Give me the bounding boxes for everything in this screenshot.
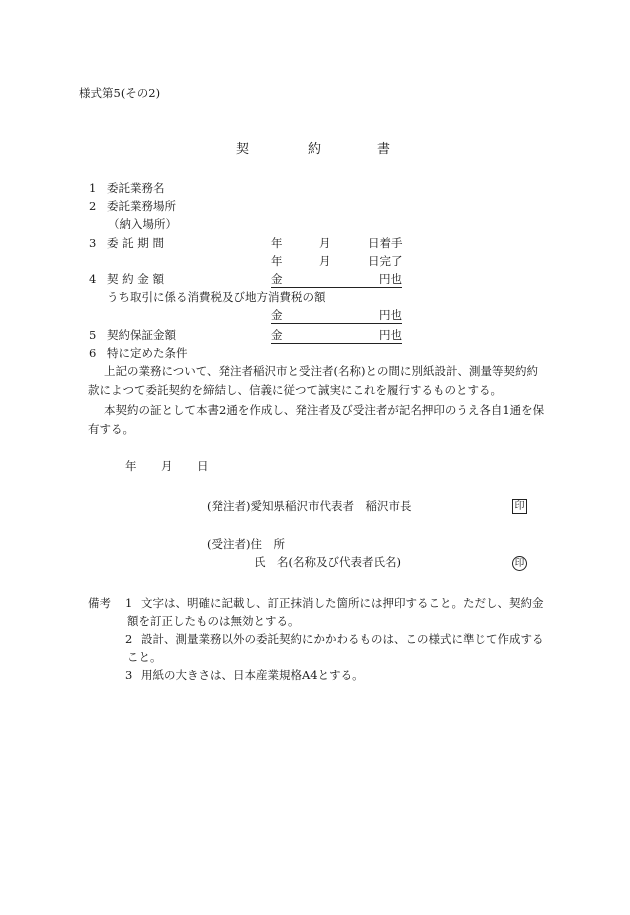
item-6-label: 特に定めた条件	[107, 346, 188, 360]
item-5-number: 5	[89, 328, 97, 342]
period-end-month: 月	[319, 254, 331, 268]
note-1-line-2: 額を訂正したものは無効とする。	[127, 614, 300, 628]
body-paragraph-1-line-1: 上記の業務について、発注者稲沢市と受注者(名称)との間に別紙設計、測量等契約約	[104, 364, 539, 378]
guarantee-amount-yen: 円也	[379, 328, 402, 342]
orderer-label: (発注者)愛知県稲沢市代表者 稲沢市長	[207, 499, 412, 513]
note-2-line-2: こと。	[127, 650, 162, 664]
orderer-seal-icon: 印	[512, 499, 527, 514]
item-2-sublabel: （納入場所）	[108, 217, 177, 231]
tax-amount-line	[271, 310, 402, 324]
title-char-3: 書	[377, 142, 391, 157]
contractor-seal-icon: 印	[512, 556, 527, 571]
period-start-month: 月	[319, 236, 331, 250]
period-end-year: 年	[271, 254, 283, 268]
tax-amount-kin: 金	[271, 308, 283, 322]
date-day: 日	[197, 459, 209, 473]
item-6-number: 6	[89, 346, 97, 360]
item-1-label: 委託業務名	[107, 181, 165, 195]
period-start-year: 年	[271, 236, 283, 250]
note-2-line-1: 設計、測量業務以外の委託契約にかかわるものは、この様式に準じて作成する	[141, 632, 544, 646]
item-3-number: 3	[89, 236, 97, 250]
guarantee-amount-kin: 金	[271, 328, 283, 342]
item-4-number: 4	[89, 272, 97, 286]
date-month: 月	[161, 459, 173, 473]
period-start-day: 日着手	[368, 236, 403, 250]
date-year: 年	[125, 459, 137, 473]
body-paragraph-1-line-2: 款によつて委託契約を締結し、信義に従つて誠実にこれを履行するものとする。	[88, 383, 502, 397]
tax-amount-yen: 円也	[379, 308, 402, 322]
notes-heading: 備考	[88, 596, 111, 610]
tax-amount-label: うち取引に係る消費税及び地方消費税の額	[107, 290, 326, 304]
item-5-label: 契約保証金額	[107, 328, 176, 342]
note-1-number: 1	[125, 596, 133, 610]
contract-amount-kin: 金	[271, 272, 283, 286]
body-paragraph-2-line-2: 有する。	[88, 422, 134, 436]
item-4-label: 契 約 金 額	[107, 272, 164, 286]
contractor-address-label: (受注者)住 所	[207, 537, 285, 551]
title-char-1: 契	[236, 142, 250, 157]
item-3-label: 委 託 期 間	[107, 236, 164, 250]
guarantee-amount-line	[271, 330, 402, 344]
contractor-name-label: 氏 名(名称及び代表者氏名)	[254, 555, 401, 569]
period-end-day: 日完了	[368, 254, 403, 268]
body-paragraph-2-line-1: 本契約の証として本書2通を作成し、発注者及び受注者が記名押印のうえ各自1通を保	[104, 403, 545, 417]
item-2-number: 2	[89, 199, 97, 213]
form-number: 様式第5(その2)	[79, 86, 161, 100]
note-3-number: 3	[125, 668, 133, 682]
item-2-label: 委託業務場所	[107, 199, 176, 213]
item-1-number: 1	[89, 181, 97, 195]
note-1-line-1: 文字は、明確に記載し、訂正抹消した箇所には押印すること。ただし、契約金	[141, 596, 544, 610]
title-char-2: 約	[308, 142, 322, 157]
contract-amount-line	[271, 274, 402, 288]
note-3-line-1: 用紙の大きさは、日本産業規格A4とする。	[141, 668, 364, 682]
note-2-number: 2	[125, 632, 133, 646]
contract-amount-yen: 円也	[379, 272, 402, 286]
